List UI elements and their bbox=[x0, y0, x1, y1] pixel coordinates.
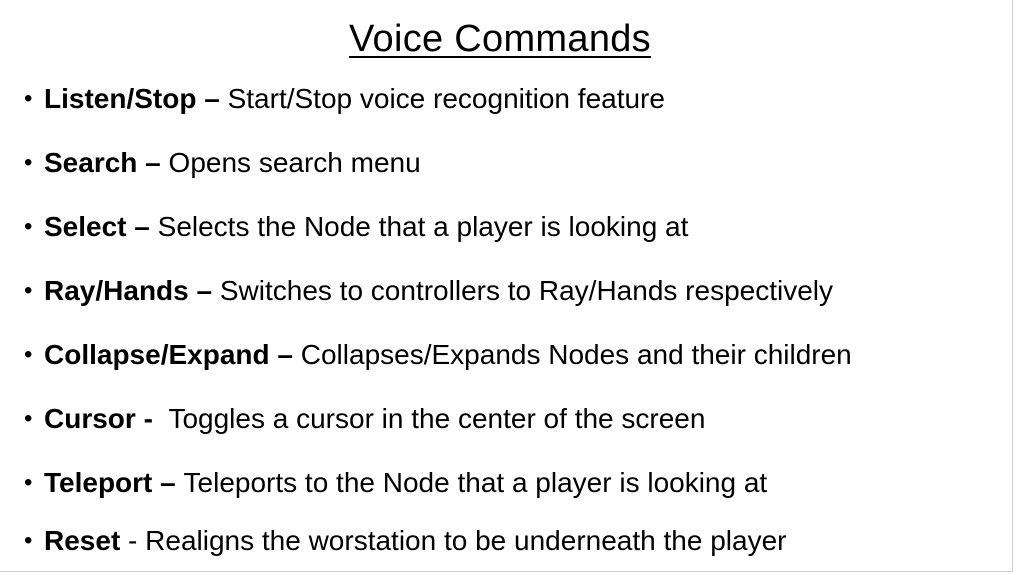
command-term: Search bbox=[44, 147, 138, 178]
command-separator: – bbox=[196, 83, 228, 114]
bullet-icon: • bbox=[24, 213, 33, 240]
command-term: Cursor bbox=[44, 403, 136, 434]
slide-title bbox=[0, 14, 1000, 64]
bullet-icon: • bbox=[24, 527, 33, 554]
bullet-icon: • bbox=[24, 85, 33, 112]
command-separator: – bbox=[152, 467, 184, 498]
command-item-listen-stop bbox=[24, 81, 665, 117]
command-separator: – bbox=[126, 211, 158, 242]
command-description: Teleports to the Node that a player is looking at bbox=[183, 467, 768, 498]
command-separator: - bbox=[120, 525, 146, 556]
command-separator: – bbox=[188, 275, 220, 306]
command-item-teleport bbox=[24, 465, 767, 501]
command-description: Toggles a cursor in the center of the screen bbox=[168, 403, 706, 434]
command-term: Ray/Hands bbox=[44, 275, 189, 306]
command-separator: – bbox=[269, 339, 301, 370]
slide-title-text: Voice Commands bbox=[348, 18, 651, 60]
command-item-reset bbox=[24, 523, 786, 559]
command-description: Collapses/Expands Nodes and their children bbox=[300, 339, 852, 370]
command-term: Select bbox=[44, 211, 127, 242]
command-item-select bbox=[24, 209, 688, 245]
command-term: Reset bbox=[44, 525, 121, 556]
command-description: Realigns the worstation to be underneath the player bbox=[145, 525, 787, 556]
command-item-ray-hands bbox=[24, 273, 833, 309]
command-description: Selects the Node that a player is looking at bbox=[157, 211, 689, 242]
command-description: Opens search menu bbox=[168, 147, 421, 178]
command-item-search bbox=[24, 145, 421, 181]
command-term: Listen/Stop bbox=[44, 83, 197, 114]
bullet-icon: • bbox=[24, 341, 33, 368]
command-description: Switches to controllers to Ray/Hands respectively bbox=[219, 275, 834, 306]
command-description: Start/Stop voice recognition feature bbox=[227, 83, 665, 114]
command-separator: - bbox=[135, 403, 169, 434]
command-separator: – bbox=[137, 147, 169, 178]
bullet-icon: • bbox=[24, 149, 33, 176]
command-term: Collapse/Expand bbox=[44, 339, 270, 370]
command-item-cursor bbox=[24, 401, 705, 437]
command-item-collapse-expand bbox=[24, 337, 852, 373]
bullet-icon: • bbox=[24, 469, 33, 496]
bullet-icon: • bbox=[24, 405, 33, 432]
bullet-icon: • bbox=[24, 277, 33, 304]
command-term: Teleport bbox=[44, 467, 153, 498]
